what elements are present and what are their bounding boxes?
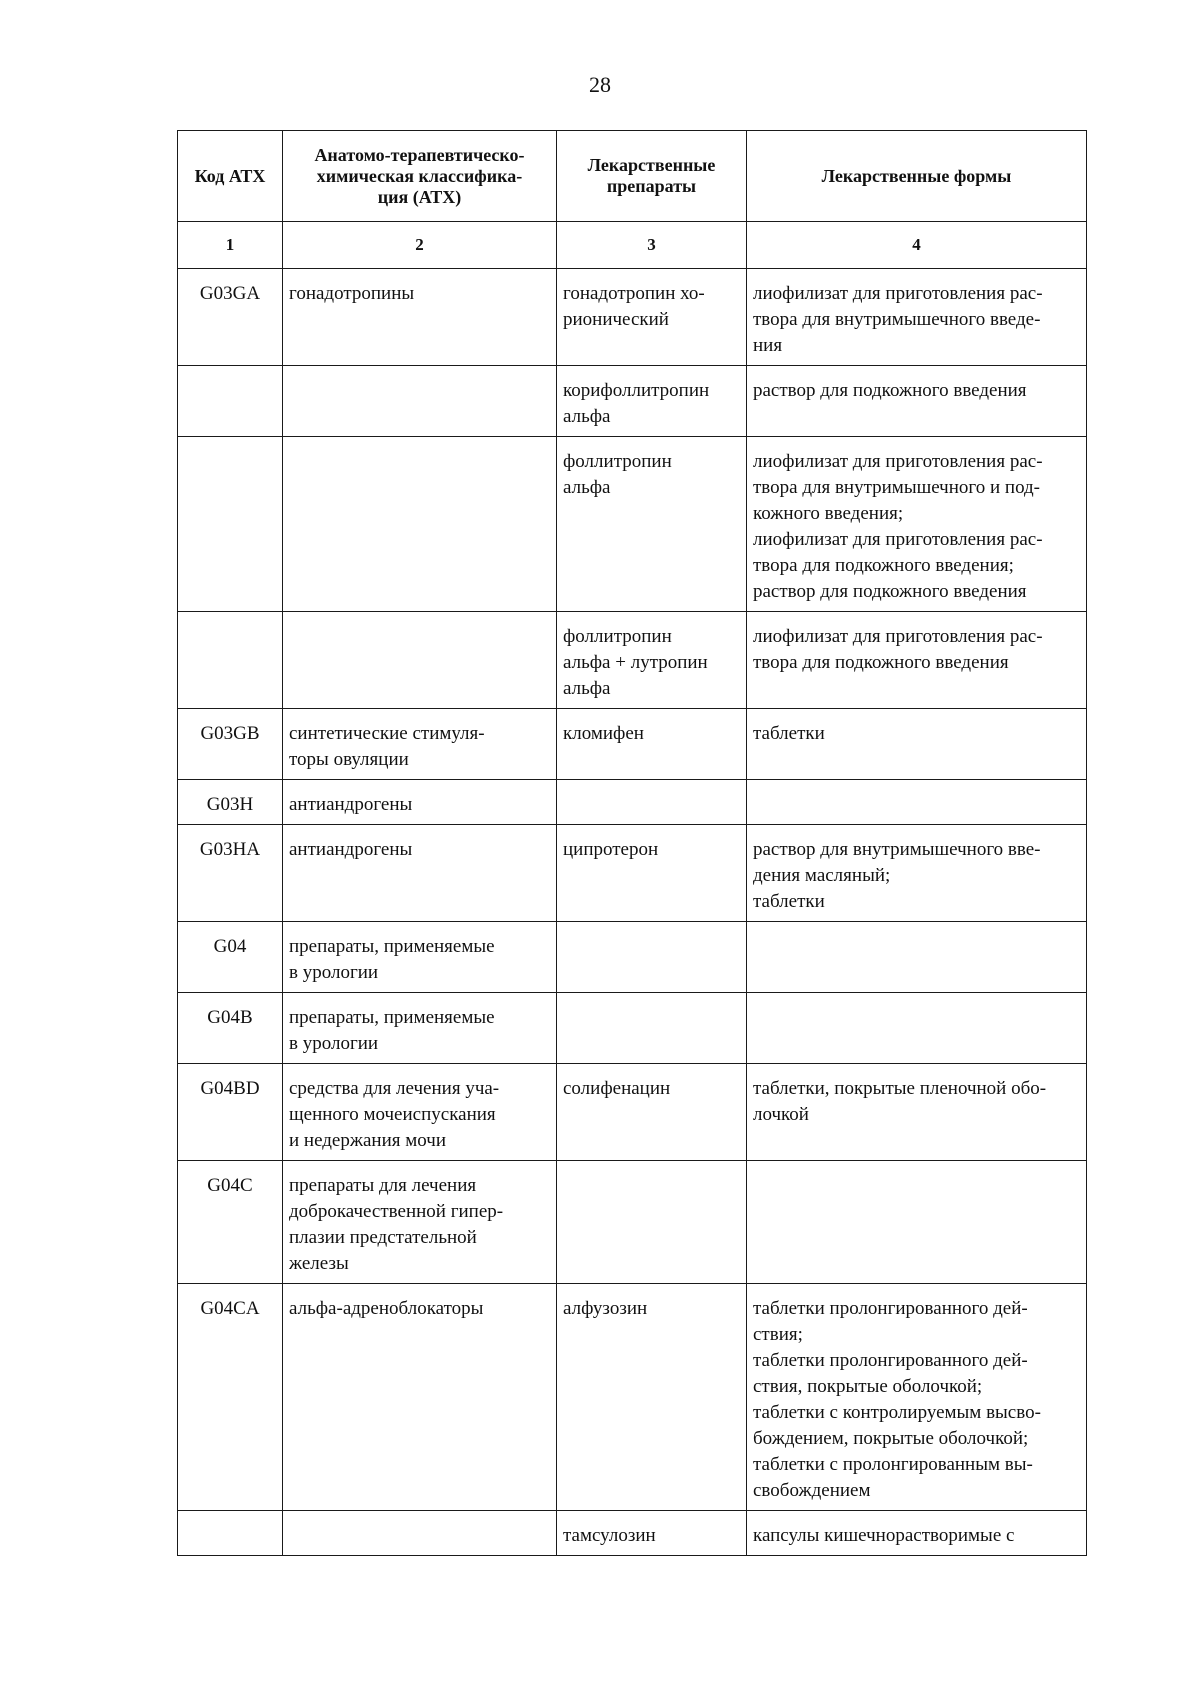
table-row [178,1284,1087,1511]
column-number: 4 [747,222,1087,269]
column-number: 2 [283,222,557,269]
drug-cell-line: альфа [563,406,611,427]
table-row [178,780,1087,825]
table-row [178,825,1087,922]
table-row [178,1161,1087,1284]
dosage-forms-cell-line: ствия, покрытые оболочкой; [753,1376,983,1397]
dosage-forms-cell-line: таблетки, покрытые пленочной обо- [753,1078,1047,1099]
drug-cell-line: солифенацин [563,1078,671,1099]
classification-cell-line: железы [289,1253,349,1274]
dosage-forms-cell-line: таблетки пролонгированного дей- [753,1350,1028,1371]
drug-cell [557,1064,747,1161]
drug-cell [557,612,747,709]
drug-cell [557,269,747,366]
classification-cell-line: средства для лечения уча- [289,1078,500,1099]
dosage-forms-cell [747,269,1087,366]
dosage-forms-cell-line: твора для подкожного введения; [753,555,1014,576]
drug-cell [557,709,747,780]
atx-code-cell: G04C [178,1161,283,1284]
dosage-forms-cell-line: кожного введения; [753,503,904,524]
dosage-forms-cell-line: лиофилизат для приготовления рас- [753,626,1043,647]
classification-cell [283,612,557,709]
dosage-forms-cell [747,1511,1087,1556]
dosage-forms-cell-line: ствия; [753,1324,803,1345]
dosage-forms-cell-line: раствор для подкожного введения [753,581,1027,602]
atx-code-cell: G03H [178,780,283,825]
drug-cell-line: ципротерон [563,839,659,860]
dosage-forms-cell-line: твора для внутримышечного введе- [753,309,1041,330]
classification-cell-line: в урологии [289,1033,379,1054]
drug-cell-line: алфузозин [563,1298,648,1319]
classification-cell [283,366,557,437]
dosage-forms-cell [747,1064,1087,1161]
drug-cell-line: кломифен [563,723,644,744]
header-code: Код АТХ [178,131,283,222]
drug-cell [557,1511,747,1556]
atx-code-cell [178,437,283,612]
table-body [178,269,1087,1556]
dosage-forms-cell-line: таблетки с пролонгированным вы- [753,1454,1033,1475]
classification-cell-line: торы овуляции [289,749,409,770]
drug-cell [557,993,747,1064]
drug-cell [557,922,747,993]
header-drugs-line: Лекарственные [587,155,716,175]
classification-cell-line: доброкачественной гипер- [289,1201,504,1222]
dosage-forms-cell-line: таблетки с контролируемым высво- [753,1402,1041,1423]
drug-cell-line: альфа + лутропин [563,652,708,673]
header-classification [283,131,557,222]
dosage-forms-cell [747,612,1087,709]
classification-cell [283,269,557,366]
page-number: 28 [589,72,611,97]
dosage-forms-cell-line: бождением, покрытые оболочкой; [753,1428,1029,1449]
dosage-forms-cell [747,366,1087,437]
classification-cell [283,1161,557,1284]
drug-cell-line: тамсулозин [563,1525,656,1546]
header-drugs-line: препараты [606,176,697,196]
classification-cell-line: препараты, применяемые [289,936,495,957]
classification-cell [283,780,557,825]
dosage-forms-cell [747,437,1087,612]
atx-code-cell: G04 [178,922,283,993]
drug-cell [557,780,747,825]
dosage-forms-cell-line: раствор для подкожного введения [753,380,1027,401]
classification-cell [283,1064,557,1161]
dosage-forms-cell-line: лиофилизат для приготовления рас- [753,283,1043,304]
classification-cell [283,993,557,1064]
dosage-forms-cell-line: таблетки [753,723,825,744]
table-row [178,1064,1087,1161]
classification-cell-line: плазии предстательной [289,1227,477,1248]
header-classification-line: химическая классифика- [316,165,523,186]
table-row [178,366,1087,437]
table-row [178,269,1087,366]
dosage-forms-cell-line: капсулы кишечнорастворимые с [753,1525,1015,1546]
header-forms: Лекарственные формы [747,131,1087,222]
header-row [178,131,1087,222]
drug-cell [557,825,747,922]
classification-cell [283,922,557,993]
atx-code-cell: G04B [178,993,283,1064]
dosage-forms-cell [747,709,1087,780]
classification-cell-line: альфа-адреноблокаторы [289,1298,484,1319]
dosage-forms-cell-line: лиофилизат для приготовления рас- [753,529,1043,550]
atx-code-cell: G04BD [178,1064,283,1161]
table-row [178,922,1087,993]
classification-cell-line: препараты, применяемые [289,1007,495,1028]
dosage-forms-cell-line: твора для внутримышечного и под- [753,477,1041,498]
dosage-forms-cell-line: лочкой [753,1104,809,1125]
classification-cell [283,1511,557,1556]
classification-cell [283,437,557,612]
classification-cell [283,825,557,922]
header-classification-line: ция (АТХ) [377,186,462,207]
dosage-forms-cell [747,922,1087,993]
drug-cell-line: гонадотропин хо- [563,283,705,304]
atx-code-cell [178,366,283,437]
dosage-forms-cell [747,1284,1087,1511]
classification-cell-line: антиандрогены [289,839,413,860]
dosage-forms-cell-line: ния [753,335,783,356]
column-number: 3 [557,222,747,269]
drug-cell [557,366,747,437]
classification-cell-line: препараты для лечения [289,1175,477,1196]
atx-code-cell: G03HA [178,825,283,922]
atx-code-cell [178,1511,283,1556]
drug-cell [557,1161,747,1284]
drug-cell-line: корифоллитропин [563,380,710,401]
dosage-forms-cell-line: свобождением [753,1480,871,1501]
classification-cell [283,709,557,780]
classification-cell [283,1284,557,1511]
drug-cell-line: альфа [563,678,611,699]
table-row [178,612,1087,709]
classification-cell-line: щенного мочеиспускания [289,1104,496,1125]
classification-cell-line: антиандрогены [289,794,413,815]
atx-code-cell: G03GA [178,269,283,366]
classification-cell-line: синтетические стимуля- [289,723,485,744]
drug-cell-line: фоллитропин [563,451,672,472]
drug-cell [557,437,747,612]
atx-drug-table [177,130,1087,1556]
atx-code-cell: G03GB [178,709,283,780]
dosage-forms-cell [747,825,1087,922]
atx-code-cell: G04CA [178,1284,283,1511]
table-row [178,1511,1087,1556]
classification-cell-line: гонадотропины [289,283,415,304]
table-row [178,993,1087,1064]
dosage-forms-cell-line: лиофилизат для приготовления рас- [753,451,1043,472]
header-drugs [557,131,747,222]
dosage-forms-cell-line: дения масляный; [753,865,891,886]
table-row [178,437,1087,612]
classification-cell-line: в урологии [289,962,379,983]
atx-code-cell [178,612,283,709]
drug-cell-line: альфа [563,477,611,498]
column-number-row [178,222,1087,269]
classification-cell-line: и недержания мочи [289,1130,447,1151]
dosage-forms-cell [747,993,1087,1064]
dosage-forms-cell-line: раствор для внутримышечного вве- [753,839,1041,860]
table-row [178,709,1087,780]
dosage-forms-cell-line: таблетки [753,891,825,912]
dosage-forms-cell [747,1161,1087,1284]
column-number: 1 [178,222,283,269]
drug-cell-line: рионический [563,309,669,330]
dosage-forms-cell-line: твора для подкожного введения [753,652,1009,673]
dosage-forms-cell-line: таблетки пролонгированного дей- [753,1298,1028,1319]
drug-cell [557,1284,747,1511]
dosage-forms-cell [747,780,1087,825]
drug-cell-line: фоллитропин [563,626,672,647]
header-classification-line: Анатомо-терапевтическо- [314,144,525,165]
